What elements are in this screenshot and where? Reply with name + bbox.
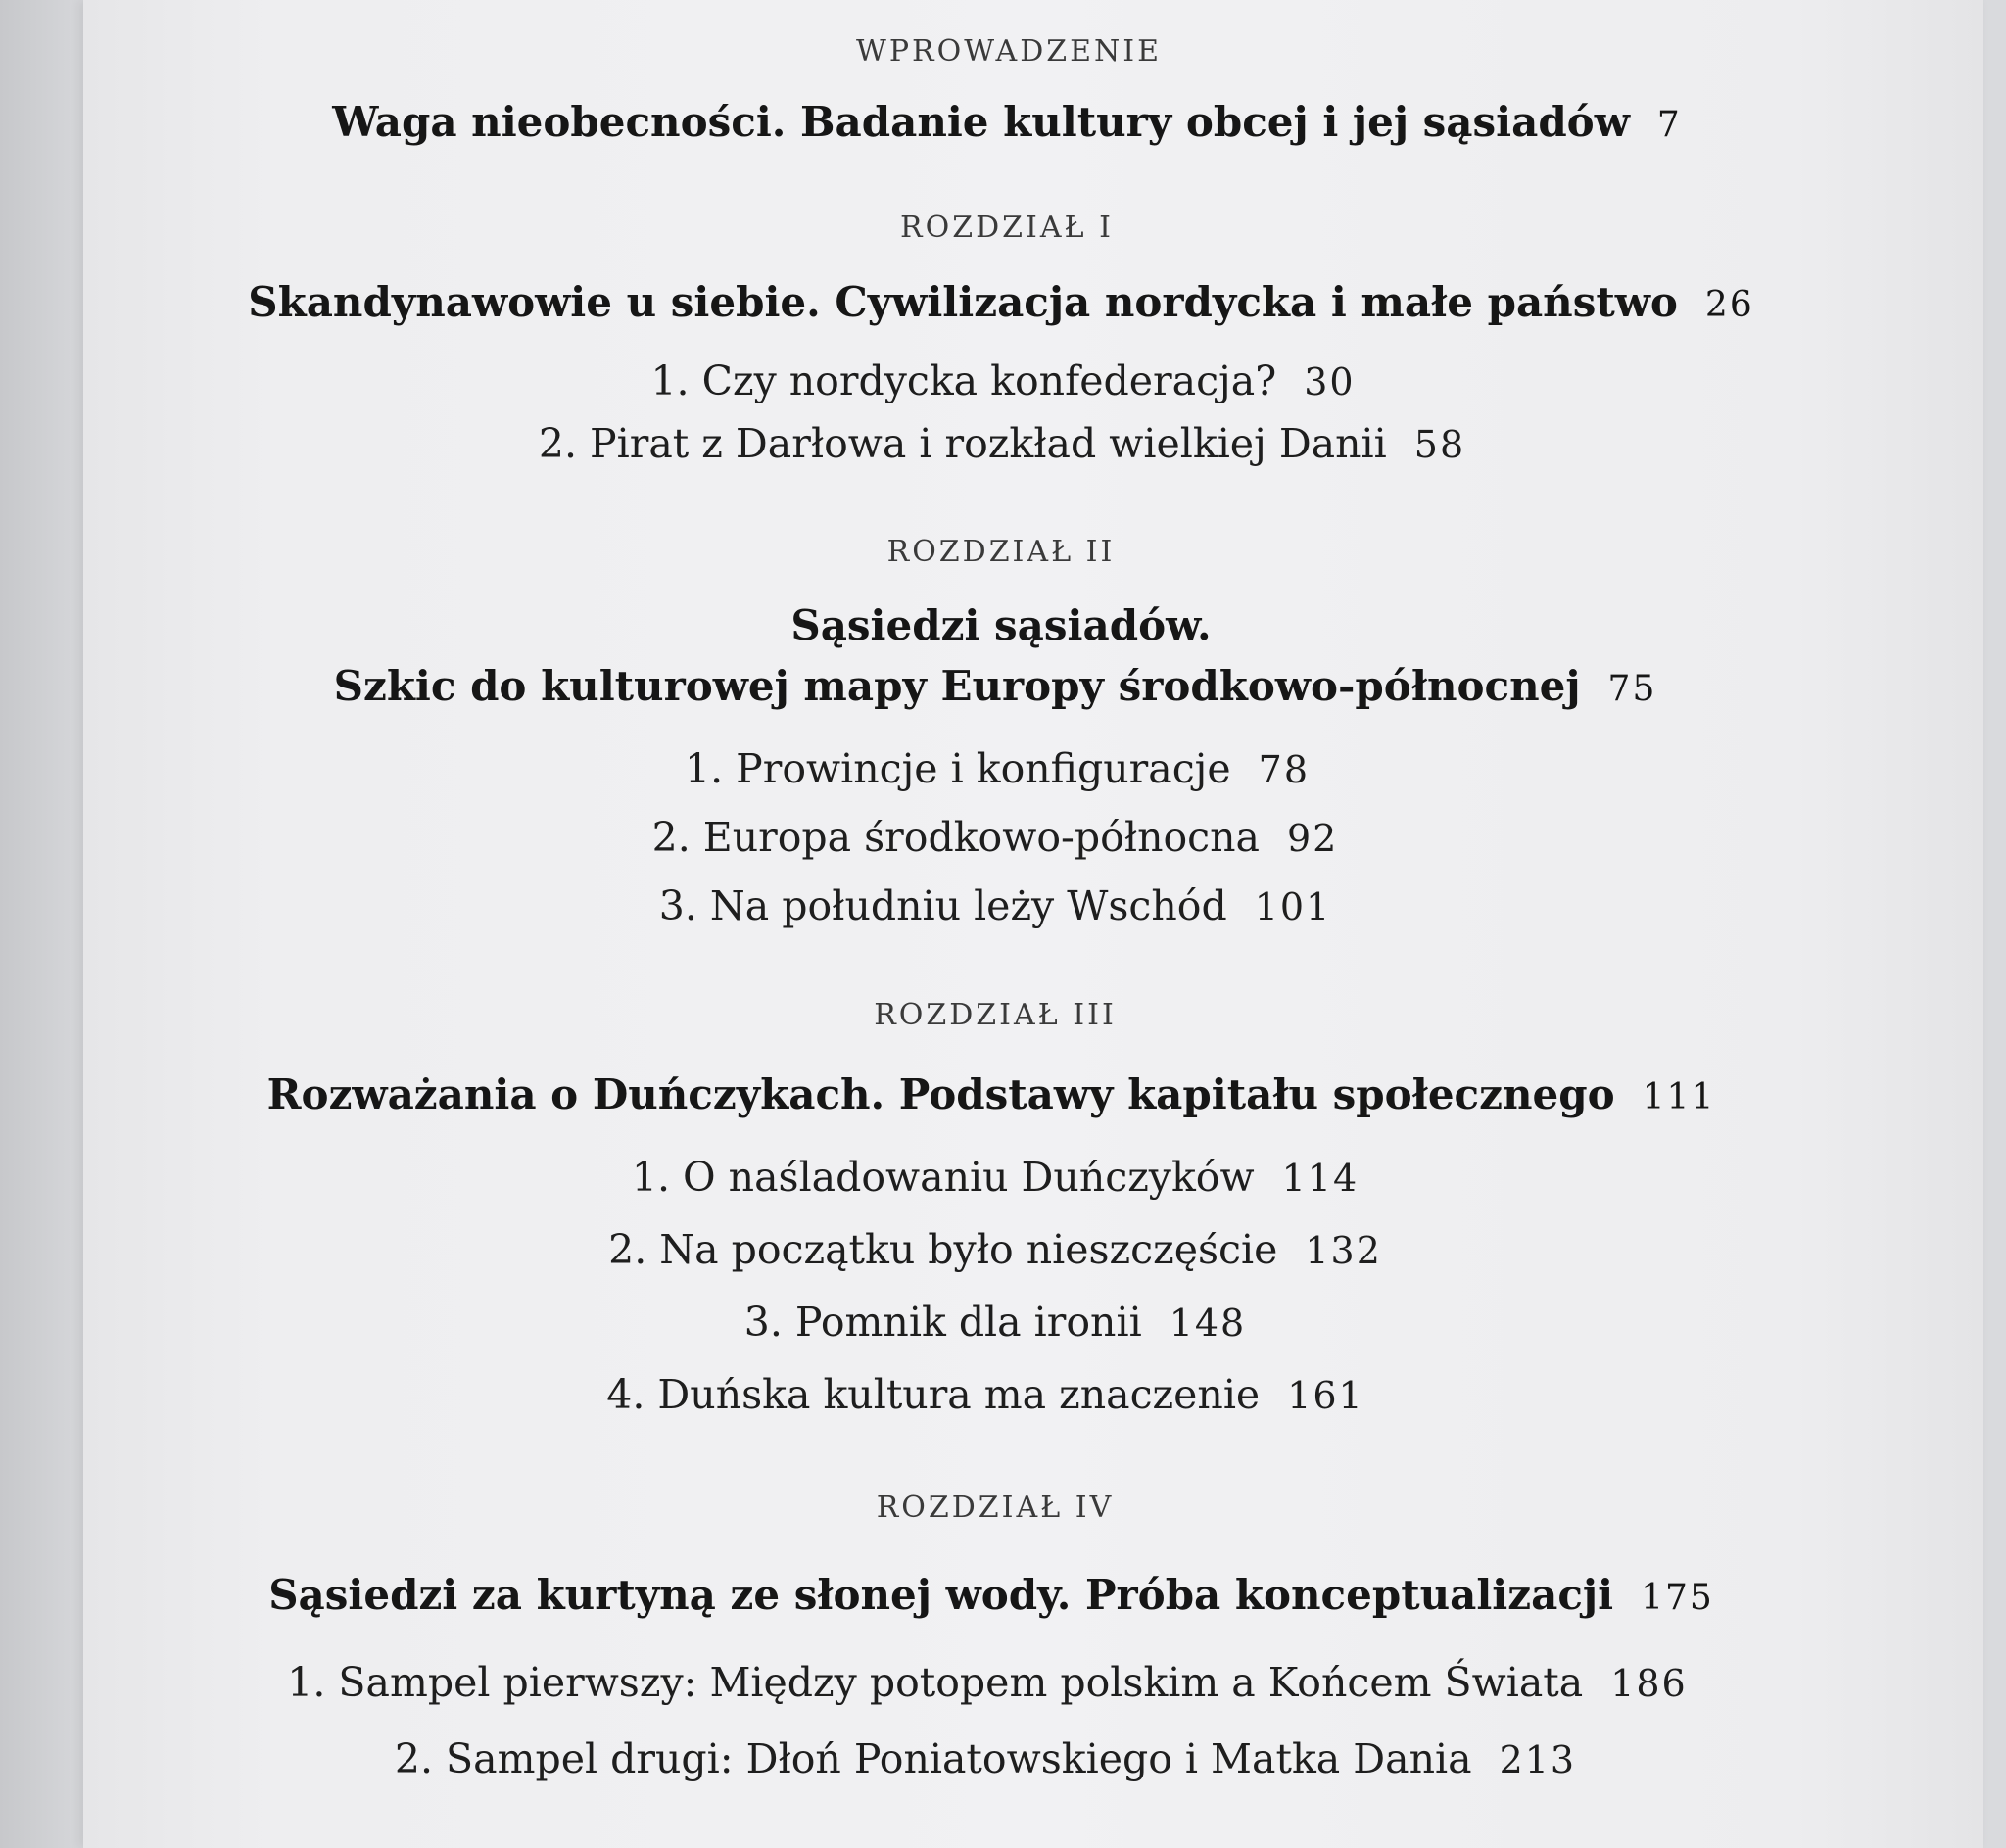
chapter-3-section-4 bbox=[606, 1371, 1364, 1418]
toc-text: 2. Pirat z Darłowa i rozkład wielkiej Danii bbox=[538, 420, 1387, 467]
toc-text: Skandynawowie u siebie. Cywilizacja nordycka i małe państwo bbox=[248, 278, 1678, 326]
toc-text: 1. O naśladowaniu Duńczyków bbox=[631, 1154, 1255, 1201]
toc-text: 2. Sampel drugi: Dłoń Poniatowskiego i Matka Dania bbox=[394, 1735, 1472, 1782]
chapter-1-section-1 bbox=[650, 357, 1356, 404]
page-number: 161 bbox=[1287, 1374, 1364, 1417]
chapter-1-label bbox=[900, 213, 1114, 243]
chapter-2-section-2 bbox=[651, 814, 1339, 861]
page-number: 175 bbox=[1641, 1578, 1714, 1618]
toc-text: 3. Pomnik dla ironii bbox=[743, 1299, 1142, 1346]
toc-text: 1. Sampel pierwszy: Między potopem polskim a Końcem Świata bbox=[287, 1659, 1584, 1706]
toc-text: Sąsiedzi za kurtyną ze słonej wody. Próba konceptualizacji bbox=[268, 1571, 1614, 1619]
page-number: 78 bbox=[1258, 748, 1311, 791]
page-number: 58 bbox=[1413, 423, 1466, 466]
chapter-2-section-1 bbox=[684, 745, 1311, 792]
page-number: 26 bbox=[1704, 285, 1754, 325]
chapter-3-label bbox=[874, 998, 1117, 1032]
chapter-2-title-line-2 bbox=[333, 662, 1657, 710]
toc-text: ROZDZIAŁ III bbox=[874, 998, 1117, 1032]
page-number: 213 bbox=[1499, 1738, 1577, 1781]
toc-text: Waga nieobecności. Badanie kultury obcej i jej sąsiadów bbox=[332, 98, 1630, 146]
intro-title bbox=[332, 98, 1682, 146]
toc-text: ROZDZIAŁ IV bbox=[876, 1491, 1115, 1525]
chapter-2-label bbox=[886, 535, 1116, 569]
toc-text: Sąsiedzi sąsiadów. bbox=[790, 601, 1212, 649]
page-number: 111 bbox=[1642, 1077, 1716, 1117]
toc-text: Szkic do kulturowej mapy Europy środkowo-północnej bbox=[333, 662, 1581, 710]
page-number: 114 bbox=[1281, 1157, 1360, 1200]
chapter-4-section-2 bbox=[394, 1735, 1577, 1782]
chapter-3-section-2 bbox=[608, 1226, 1382, 1273]
toc-text: 2. Europa środkowo-północna bbox=[651, 814, 1260, 861]
toc-text: ROZDZIAŁ I bbox=[900, 211, 1114, 245]
toc-text: Rozważania o Duńczykach. Podstawy kapitału społecznego bbox=[266, 1070, 1615, 1118]
chapter-1-title bbox=[248, 278, 1754, 326]
chapter-2-title-line-1 bbox=[790, 601, 1212, 649]
toc-text: 4. Duńska kultura ma znaczenie bbox=[606, 1371, 1261, 1418]
chapter-2-section-3 bbox=[658, 882, 1332, 929]
chapter-4-section-1 bbox=[287, 1659, 1688, 1706]
chapter-3-section-1 bbox=[631, 1154, 1360, 1201]
intro-label bbox=[855, 34, 1163, 69]
toc-text: 2. Na początku było nieszczęście bbox=[608, 1226, 1278, 1273]
toc-text: 1. Czy nordycka konfederacja? bbox=[650, 357, 1277, 404]
page-number: 7 bbox=[1656, 105, 1682, 145]
page-number: 30 bbox=[1304, 360, 1356, 403]
book-gutter bbox=[0, 0, 83, 1848]
chapter-3-section-3 bbox=[743, 1299, 1247, 1346]
page-number: 132 bbox=[1305, 1229, 1382, 1272]
page-number: 101 bbox=[1254, 885, 1332, 928]
chapter-3-title bbox=[266, 1070, 1716, 1118]
toc-text: WPROWADZENIE bbox=[855, 34, 1163, 69]
page-number: 148 bbox=[1169, 1302, 1247, 1345]
page-number: 75 bbox=[1607, 669, 1657, 709]
toc-text: 1. Prowincje i konfiguracje bbox=[684, 745, 1231, 792]
page-number: 186 bbox=[1610, 1662, 1688, 1705]
toc-text: ROZDZIAŁ II bbox=[886, 535, 1116, 569]
page-number: 92 bbox=[1287, 817, 1339, 860]
toc-text: 3. Na południu leży Wschód bbox=[658, 882, 1227, 929]
chapter-1-section-2 bbox=[538, 420, 1466, 467]
chapter-4-title bbox=[268, 1571, 1714, 1619]
chapter-4-label bbox=[877, 1493, 1115, 1523]
